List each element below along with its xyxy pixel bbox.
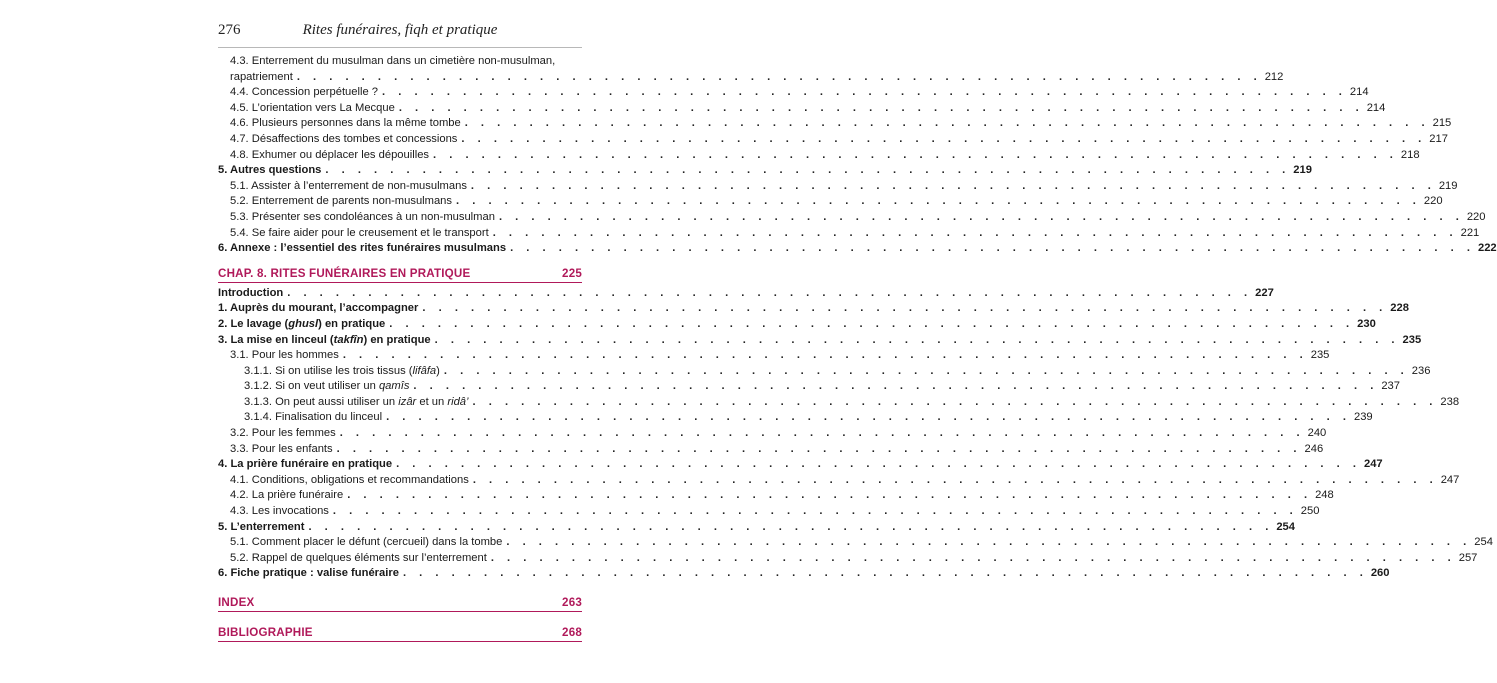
toc-entry-c3-1-4: 3.1.4. Finalisation du linceul . . . 239: [218, 410, 582, 426]
toc-entry-c2: 2. Le lavage (ghusl) en pratique . . . 230: [218, 317, 582, 333]
page-header: [218, 22, 582, 48]
toc-entry-introduction: Introduction . . . 227: [218, 286, 582, 302]
toc-entry-c3-2: 3.2. Pour les femmes . . . 240: [218, 426, 582, 442]
toc-entry-c5-2: 5.2. Rappel de quelques éléments sur l’enterrement . . . 257: [218, 551, 582, 567]
toc-entry-6: 6. Annexe : l’essentiel des rites funéraires musulmans . . . 222: [218, 241, 582, 257]
toc-entry-4-3-line1: 4.3. Enterrement du musulman dans un cimetière non-musulman,: [230, 55, 556, 67]
toc-entry-4-3: rapatriement . . . 212: [218, 70, 582, 86]
table-of-contents: [218, 54, 1497, 642]
toc-entry-5: 5. Autres questions . . . 219: [218, 163, 582, 179]
toc-entry-c1: 1. Auprès du mourant, l’accompagner . . . 228: [218, 301, 582, 317]
toc-entry-c4-2: 4.2. La prière funéraire . . . 248: [218, 488, 582, 504]
toc-entry-c3: 3. La mise en linceul (takfîn) en pratique . . . 235: [218, 333, 582, 349]
toc-entry-c5: 5. L’enterrement . . . 254: [218, 520, 582, 536]
toc-entry-c3-1: 3.1. Pour les hommes . . . 235: [218, 348, 582, 364]
toc-entry-4-8: 4.8. Exhumer ou déplacer les dépouilles . . . 218: [218, 148, 582, 164]
chapter-heading-8: CHAP. 8. RITES FUNÉRAIRES EN PRATIQUE 225: [218, 261, 582, 283]
chapter-heading-index: INDEX 263: [218, 590, 582, 612]
toc-entry-4-5: 4.5. L’orientation vers La Mecque . . . 214: [218, 101, 582, 117]
toc-entry-c3-1-1: 3.1.1. Si on utilise les trois tissus (lifâfa) . . . 236: [218, 364, 582, 380]
toc-entry-c4: 4. La prière funéraire en pratique . . . 247: [218, 457, 582, 473]
toc-entry-c3-1-2: 3.1.2. Si on veut utiliser un qamîs . . . 237: [218, 379, 582, 395]
running-title: Rites funéraires, fiqh et pratique: [302, 22, 498, 38]
toc-entry-c4-1: 4.1. Conditions, obligations et recommandations . . . 247: [218, 473, 582, 489]
chapter-heading-bibliographie: BIBLIOGRAPHIE 268: [218, 620, 582, 642]
toc-entry-c6: 6. Fiche pratique : valise funéraire . . . 260: [218, 566, 582, 582]
toc-entry-4-6: 4.6. Plusieurs personnes dans la même tombe . . . 215: [218, 116, 582, 132]
toc-entry-5-2: 5.2. Enterrement de parents non-musulmans . . . 220: [218, 194, 582, 210]
toc-entry-5-3: 5.3. Présenter ses condoléances à un non-musulman . . . 220: [218, 210, 582, 226]
toc-entry-c4-3: 4.3. Les invocations . . . 250: [218, 504, 582, 520]
toc-entry-c3-3: 3.3. Pour les enfants . . . 246: [218, 442, 582, 458]
toc-entry-5-4: 5.4. Se faire aider pour le creusement et le transport . . . 221: [218, 226, 582, 242]
toc-entry-4-7: 4.7. Désaffections des tombes et concessions . . . 217: [218, 132, 582, 148]
toc-entry-c5-1: 5.1. Comment placer le défunt (cercueil) dans la tombe . . . 254: [218, 535, 582, 551]
toc-entry-5-1: 5.1. Assister à l’enterrement de non-musulmans . . . 219: [218, 179, 582, 195]
toc-entry-c3-1-3: 3.1.3. On peut aussi utiliser un izâr et un ridâ’ . . . 238: [218, 395, 582, 411]
book-page: [218, 22, 1497, 645]
toc-entry-4-4: 4.4. Concession perpétuelle ? . . . 214: [218, 85, 582, 101]
page-number: 276: [218, 22, 241, 38]
